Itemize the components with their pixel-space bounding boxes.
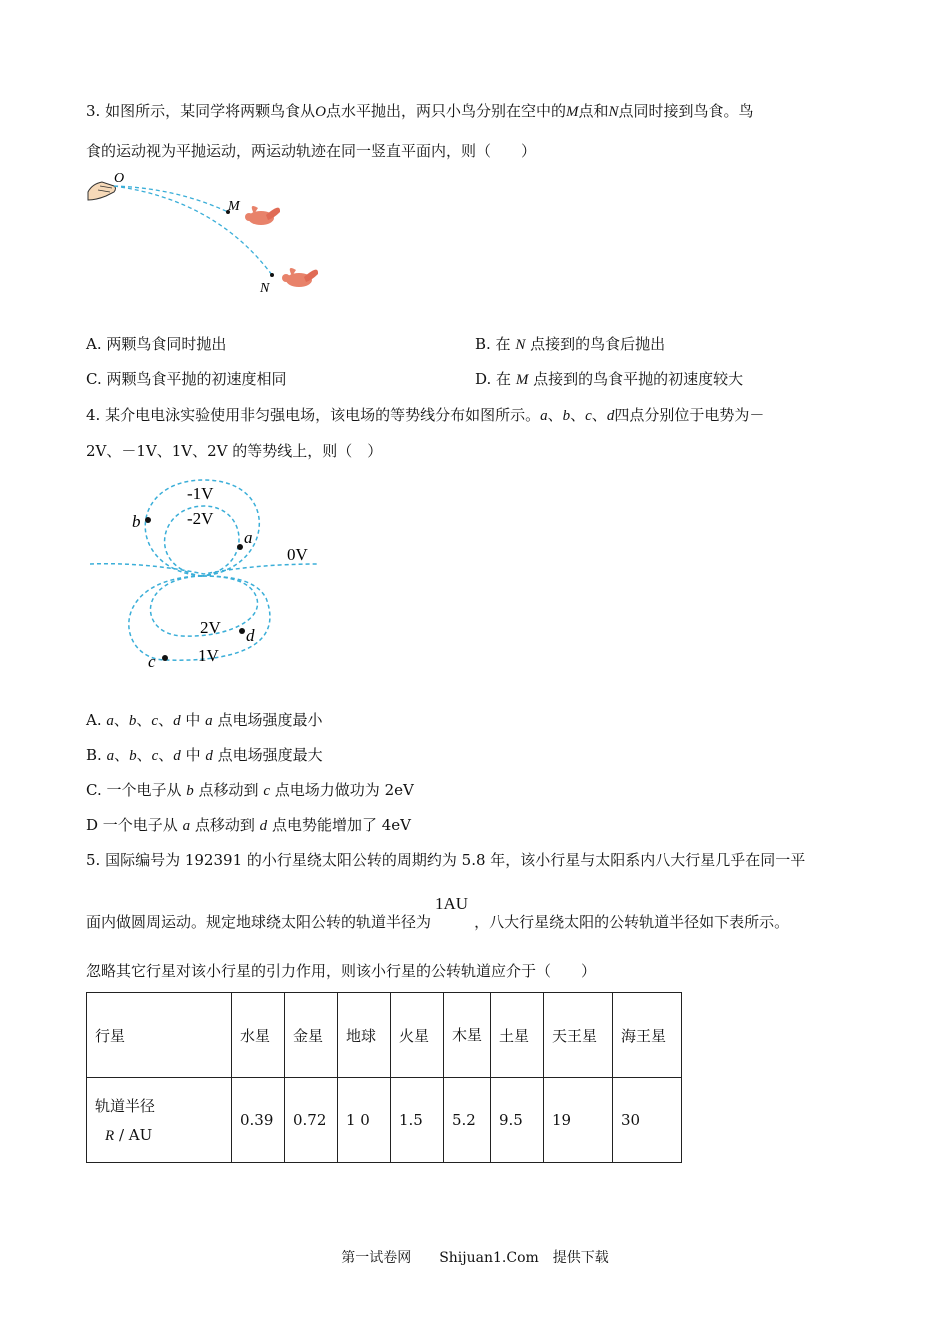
hand-icon: [88, 182, 116, 200]
label-1v: 1V: [198, 646, 219, 665]
table-cell: 5.2: [444, 1078, 491, 1163]
label-2v: 2V: [200, 618, 221, 637]
table-cell: 金星: [285, 993, 338, 1078]
table-row: [87, 1078, 682, 1163]
table-cell: 9.5: [491, 1078, 544, 1163]
q3-option-b: B. 在 N 点接到的鸟食后抛出: [475, 335, 666, 353]
q3-option-c: C. 两颗鸟食平抛的初速度相同: [86, 370, 287, 388]
table-cell: 火星: [391, 993, 444, 1078]
table-cell: 0.72: [285, 1078, 338, 1163]
label-a: a: [244, 528, 253, 547]
table-cell: 0.39: [232, 1078, 285, 1163]
table-cell: 土星: [491, 993, 544, 1078]
table-header-row: [87, 993, 682, 1078]
q3-projectile-figure: [86, 170, 326, 300]
label-M: M: [228, 199, 240, 214]
q3-option-a: A. 两颗鸟食同时抛出: [86, 335, 227, 353]
table-cell: 1 0: [338, 1078, 391, 1163]
label-c: c: [148, 652, 156, 671]
table-cell: 19: [544, 1078, 613, 1163]
label-O: O: [114, 171, 125, 186]
bird-icon: [282, 268, 318, 287]
table-cell: 天王星: [544, 993, 613, 1078]
label-minus-2v: -2V: [187, 509, 214, 528]
table-cell: 木星: [444, 993, 491, 1078]
bird-icon: [245, 206, 280, 225]
table-cell: 海王星: [613, 993, 682, 1078]
q4-option-a: A. a、b、c、d 中 a 点电场强度最小: [86, 711, 323, 729]
q4-line-2: 2V、－1V、1V、2V 的等势线上，则（ ）: [86, 442, 383, 460]
q4-option-c: C. 一个电子从 b 点移动到 c 点电场力做功为 2eV: [86, 781, 414, 799]
table-cell: 地球: [338, 993, 391, 1078]
table-cell: 行星: [87, 993, 232, 1078]
table-cell: 水星: [232, 993, 285, 1078]
au-unit: 1AU: [435, 894, 469, 913]
q3-line-2: 食的运动视为平抛运动，两运动轨迹在同一竖直平面内，则（ ）: [86, 142, 537, 160]
q5-line-2: 面内做圆周运动。规定地球绕太阳公转的轨道半径为1AU，八大行星绕太阳的公转轨道半径如下表所示。: [86, 894, 790, 931]
table-cell: 轨道半径 R / AU: [87, 1078, 232, 1163]
label-N: N: [260, 281, 270, 296]
table-cell: 30: [613, 1078, 682, 1163]
q4-option-b: B. a、b、c、d 中 d 点电场强度最大: [86, 746, 323, 764]
q3-option-d: D. 在 M 点接到的鸟食平抛的初速度较大: [475, 370, 744, 388]
q4-equipotential-figure: [86, 470, 326, 680]
table-cell: 1.5: [391, 1078, 444, 1163]
label-minus-1v: -1V: [187, 484, 214, 503]
label-b: b: [132, 512, 141, 531]
q5-line-1: 5. 国际编号为 192391 的小行星绕太阳公转的周期约为 5.8 年，该小行星与太阳系内八大行星几乎在同一平: [86, 851, 806, 869]
q4-line-1: 4. 某介电电泳实验使用非匀强电场，该电场的等势线分布如图所示。a、b、c、d四点分别位于电势为－: [86, 406, 765, 424]
q4-option-d: D 一个电子从 a 点移动到 d 点电势能增加了 4eV: [86, 816, 411, 834]
label-0v: 0V: [287, 545, 308, 564]
label-d: d: [246, 626, 255, 645]
page-footer: 第一试卷网 Shijuan1.Com 提供下载: [341, 1250, 609, 1266]
q5-line-3: 忽略其它行星对该小行星的引力作用，则该小行星的公转轨道应介于（ ）: [86, 962, 597, 980]
planet-orbit-table: [86, 992, 682, 1163]
q3-line-1: 3. 如图所示，某同学将两颗鸟食从O点水平抛出，两只小鸟分别在空中的M点和N点同时接到鸟食。鸟: [86, 102, 754, 120]
